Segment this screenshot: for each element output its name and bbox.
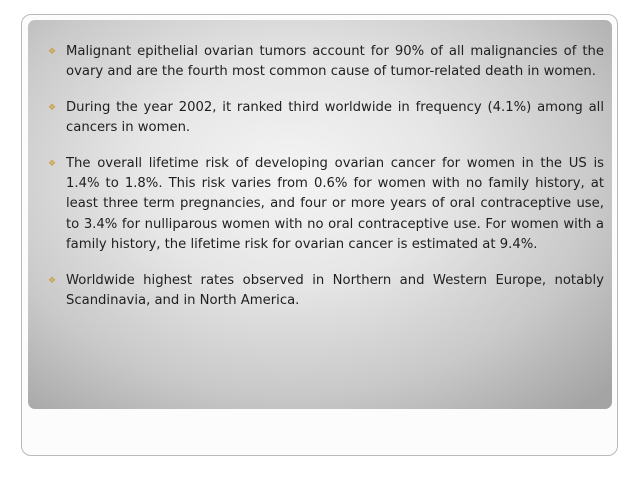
bullet-list — [48, 42, 604, 311]
diamond-bullet-icon: ❖ — [48, 158, 57, 169]
bullet-text: Worldwide highest rates observed in Northern and Western Europe, notably Scandinavia, and in North America. — [66, 272, 604, 309]
diamond-bullet-icon: ❖ — [48, 275, 57, 286]
bullet-item — [48, 98, 604, 139]
bullet-item — [48, 271, 604, 312]
diamond-bullet-icon: ❖ — [48, 47, 57, 57]
bullet-text: During the year 2002, it ranked third worldwide in frequency (4.1%) among all cancers in women. — [66, 99, 604, 136]
bullet-item — [48, 42, 604, 83]
bullet-text: The overall lifetime risk of developing ovarian cancer for women in the US is 1.4% to 1.8%. This risk varies from 0.6% for women with no family history, at least three term pregnancies, and four or more years of oral contraceptive use, to 3.4% for nulliparous women with no oral contraceptive use. For women with a family history, the lifetime risk for ovarian cancer is estimated at 9.4%. — [66, 155, 604, 253]
diamond-bullet-icon: ❖ — [48, 102, 57, 113]
bullet-text: Malignant epithelial ovarian tumors account for 90% of all malignancies of the ovary and are the fourth most common cause of tumor-related death in women. — [66, 44, 604, 80]
bullet-item — [48, 154, 604, 256]
